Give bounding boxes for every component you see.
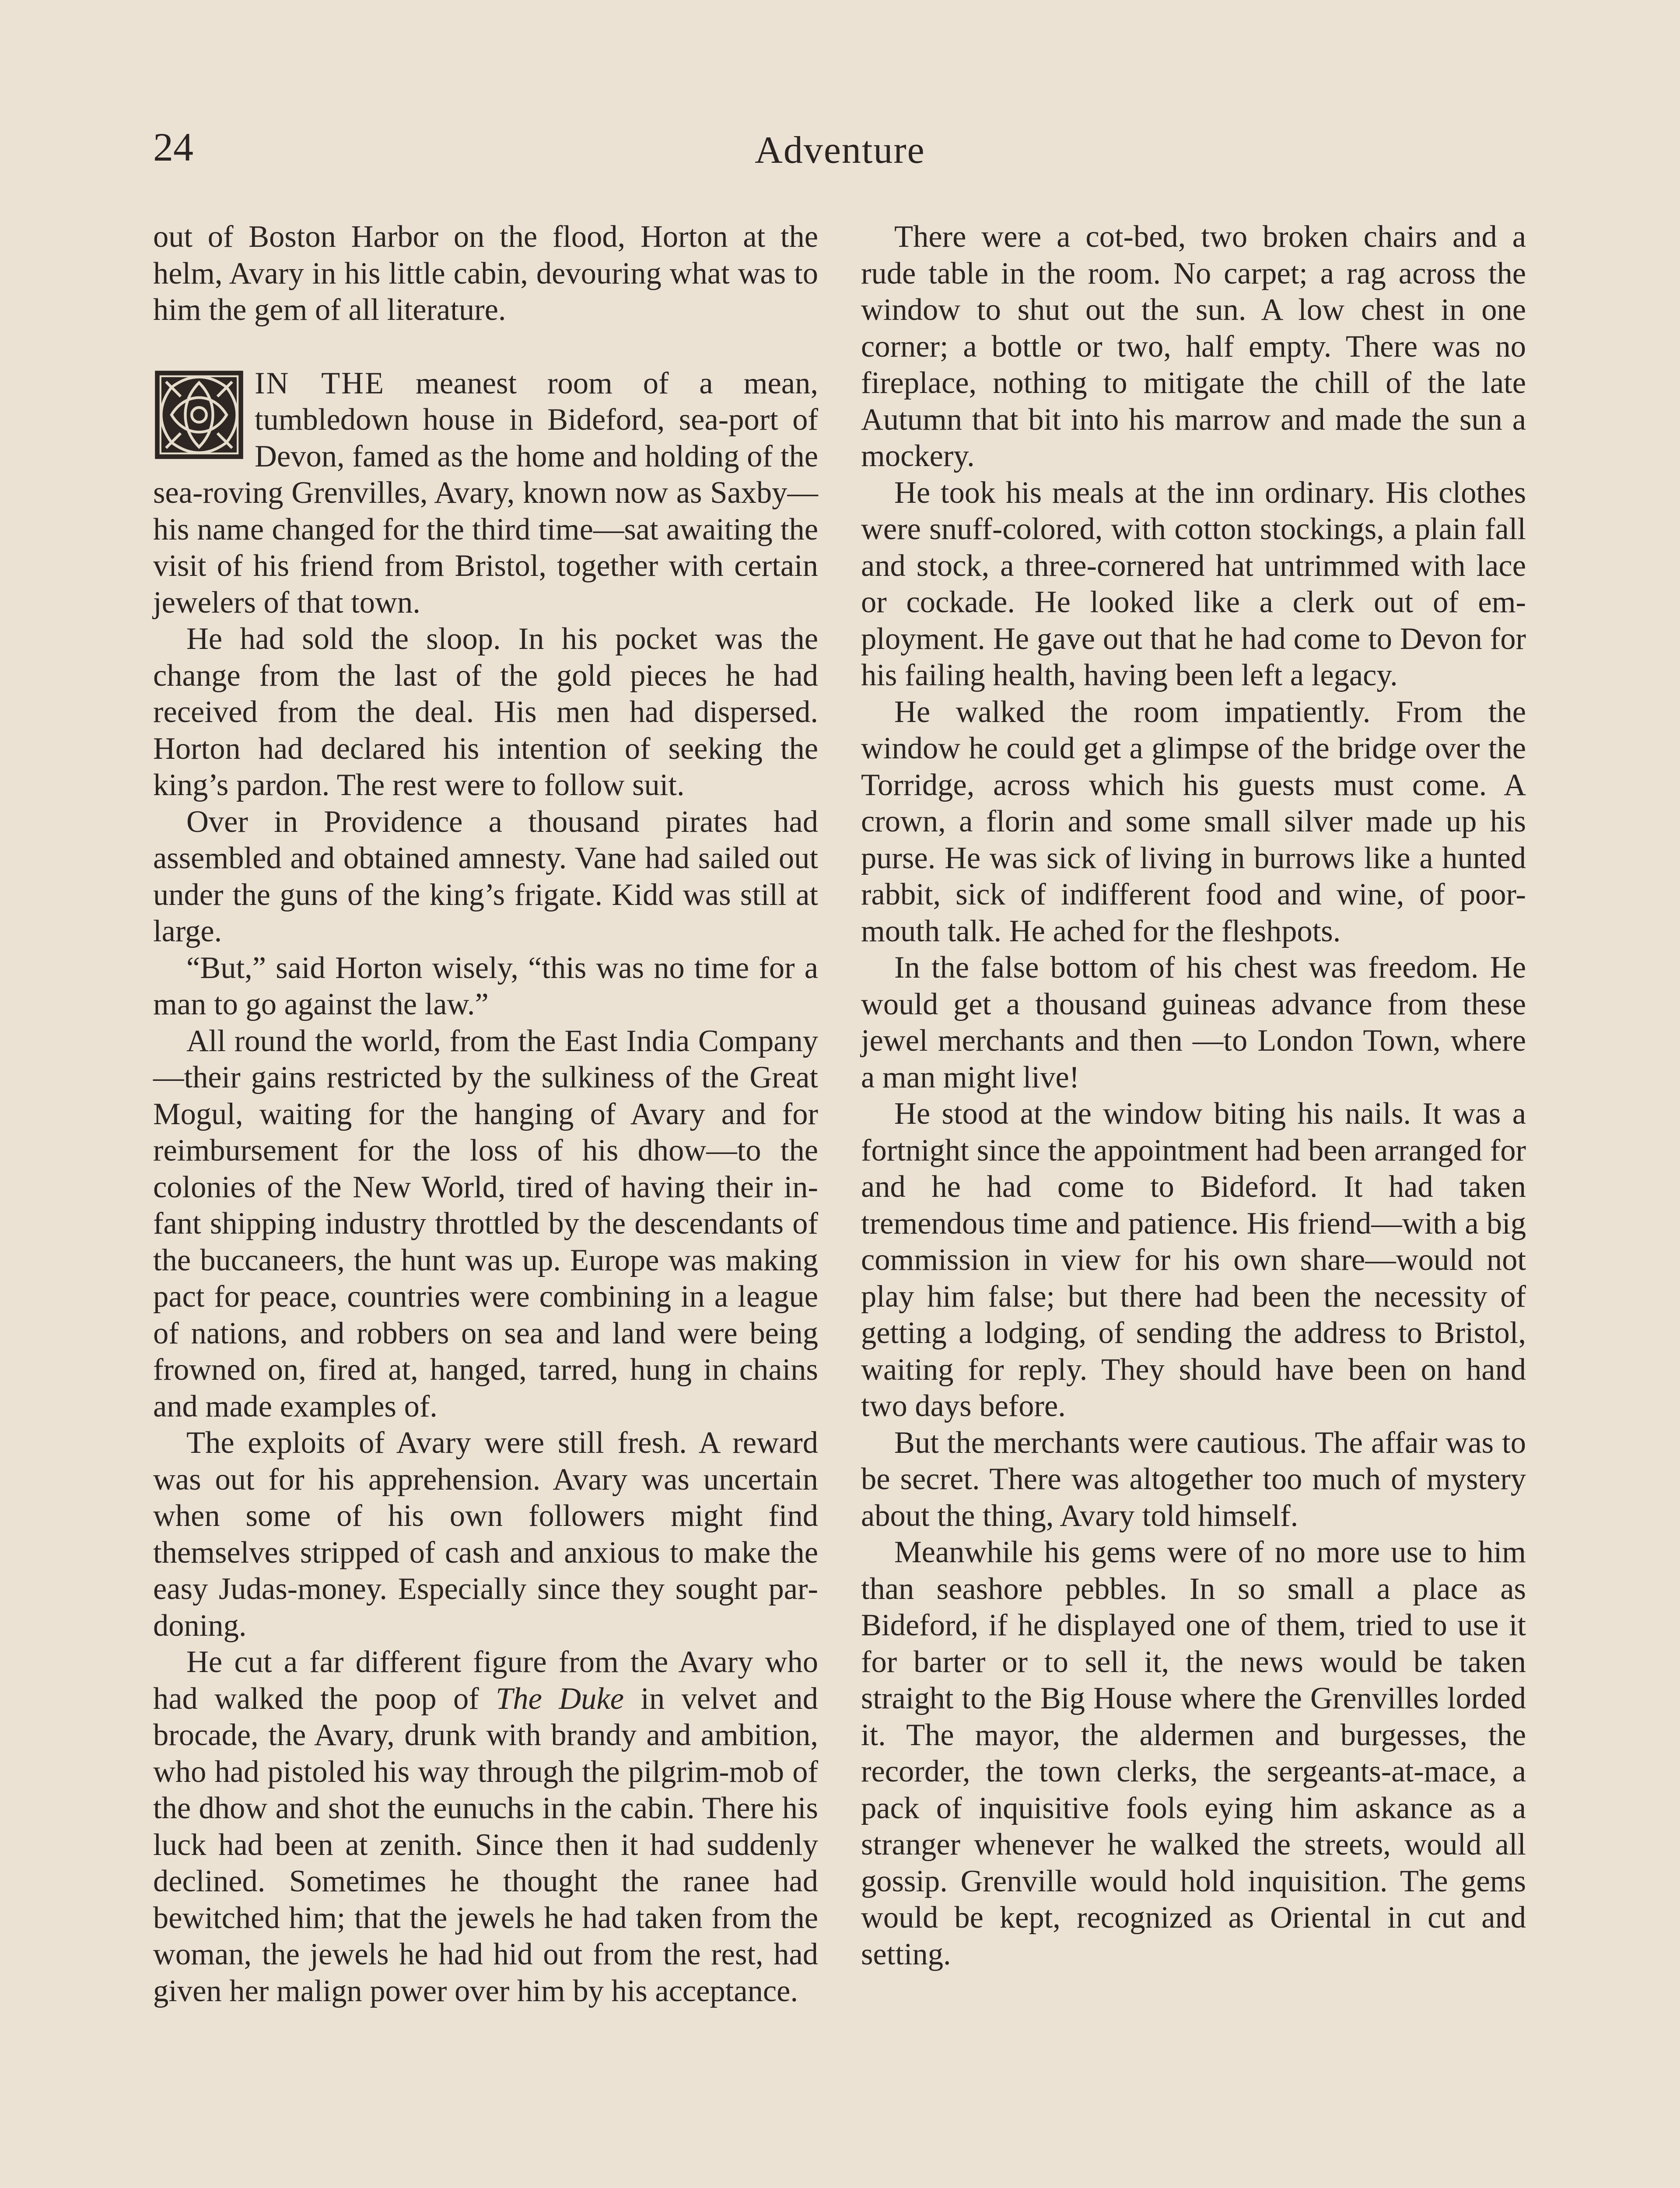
paragraph: “But,” said Horton wisely, “this was no time for a man to go against the law.” (153, 950, 818, 1021)
page-number: 24 (153, 125, 193, 169)
paragraph: In the false bottom of his chest was freedom. He would get a thousand guineas advance from these jewel merchants and then —to London Town, where a man might live! (861, 950, 1526, 1094)
paragraph: out of Boston Harbor on the flood, Horton at the helm, Avary in his little cabin, devouring what was to him the gem of all literature. (153, 220, 818, 327)
right-column (861, 219, 1526, 1973)
paragraph: The exploits of Avary were still fresh. A reward was out for his apprehension. Avary was uncertain when some of his own followers might find themselves stripped of cash and anxious to make the easy Judas-money. Especially since they sought pardoning. (153, 1426, 818, 1643)
paragraph: He had sold the sloop. In his pocket was the change from the last of the gold pieces he had received from the deal. His men had dispersed. Horton had declared his intention of seeking the king’s pardon. The rest were to follow suit. (153, 622, 818, 802)
paragraph-text: He cut a far different figure from the Avary who had walked the poop of (153, 1645, 818, 1716)
paragraph (153, 1644, 818, 2009)
paragraph: Over in Providence a thousand pirates had assembled and obtained amnesty. Vane had sailed out under the guns of the king’s frigate. Kidd was still at large. (153, 804, 818, 948)
paragraph: He walked the room impatiently. From the window he could get a glimpse of the bridge over the Torridge, across which his guests must come. A crown, a florin and some small silver made up his purse. He was sick of living in burrows like a hunted rabbit, sick of indifferent food and wine, of poor-mouth talk. He ached for the fleshpots. (861, 694, 1526, 948)
celtic-knot-dropcap-icon (153, 369, 245, 461)
paragraph: All round the world, from the East India Company—their gains restricted by the sulkiness of the Great Mogul, waiting for the hanging of Avary and for reimbursement for the loss of his dhow—to the colonies of the New World, tired of having their infant shipping industry throttled by the descendants of the buccaneers, the hunt was up. Europe was making pact for peace, countries were combining in a league of nations, and robbers on sea and land were being frowned on, fired at, hanged, tarred, hung in chains and made examples of. (153, 1024, 818, 1424)
paragraph-text: meanest room of a mean, tumbledown house in Bideford, sea-port of Devon, famed as the home and holding of the sea-roving Grenvilles, Avary, known now as Saxby—his name changed for the third time—sat awaiting the visit of his friend from Bristol, together with certain jewelers of that town. (153, 366, 818, 620)
paragraph: But the merchants were cautious. The affair was to be secret. There was altogether too much of mystery about the thing, Avary told himself. (861, 1425, 1526, 1533)
running-title: Adventure (755, 129, 925, 172)
left-column (153, 219, 818, 2009)
dropcap-paragraph (153, 365, 818, 621)
paragraph-text: in velvet and brocade, the Avary, drunk with brandy and ambition, who had pistoled his way through the pilgrim-mob of the dhow and shot the eunuchs in the cabin. There his luck had been at zenith. Since then it had suddenly declined. Sometimes he thought the ranee had bewitched him; that the jewels he had taken from the woman, the jewels he had hid out from the rest, had given her malign power over him by his acceptance. (153, 1681, 818, 2008)
dropcap-lead-words: IN THE (255, 366, 385, 400)
paragraph: He took his meals at the inn ordinary. His clothes were snuff-colored, with cotton stockings, a plain fall and stock, a three-cornered hat untrimmed with lace or cockade. He looked like a clerk out of employment. He gave out that he had come to Devon for his failing health, having been left a legacy. (861, 475, 1526, 692)
paragraph: He stood at the window biting his nails. It was a fortnight since the appointment had been arranged for and he had come to Bideford. It had taken tremendous time and patience. His friend—with a big commission in view for his own share—would not play him false; but there had been the necessity of getting a lodging, of sending the address to Bristol, waiting for reply. They should have been on hand two days before. (861, 1097, 1526, 1423)
paragraph: There were a cot-bed, two broken chairs and a rude table in the room. No carpet; a rag across the window to shut out the sun. A low chest in one corner; a bottle or two, half empty. There was no fireplace, nothing to mitigate the chill of the late Autumn that bit into his marrow and made the sun a mockery. (861, 220, 1526, 473)
ship-name: The Duke (496, 1681, 624, 1716)
paragraph: Meanwhile his gems were of no more use to him than seashore pebbles. In so small a place as Bideford, if he displayed one of them, tried to use it for barter or to sell it, the news would be taken straight to the Big House where the Grenvilles lorded it. The mayor, the aldermen and burgesses, the recorder, the town clerks, the sergeants-at-mace, a pack of inquisitive fools eying him askance as a stranger whenever he walked the streets, would all gossip. Grenville would hold inquisition. The gems would be kept, recognized as Oriental in cut and setting. (861, 1535, 1526, 1971)
